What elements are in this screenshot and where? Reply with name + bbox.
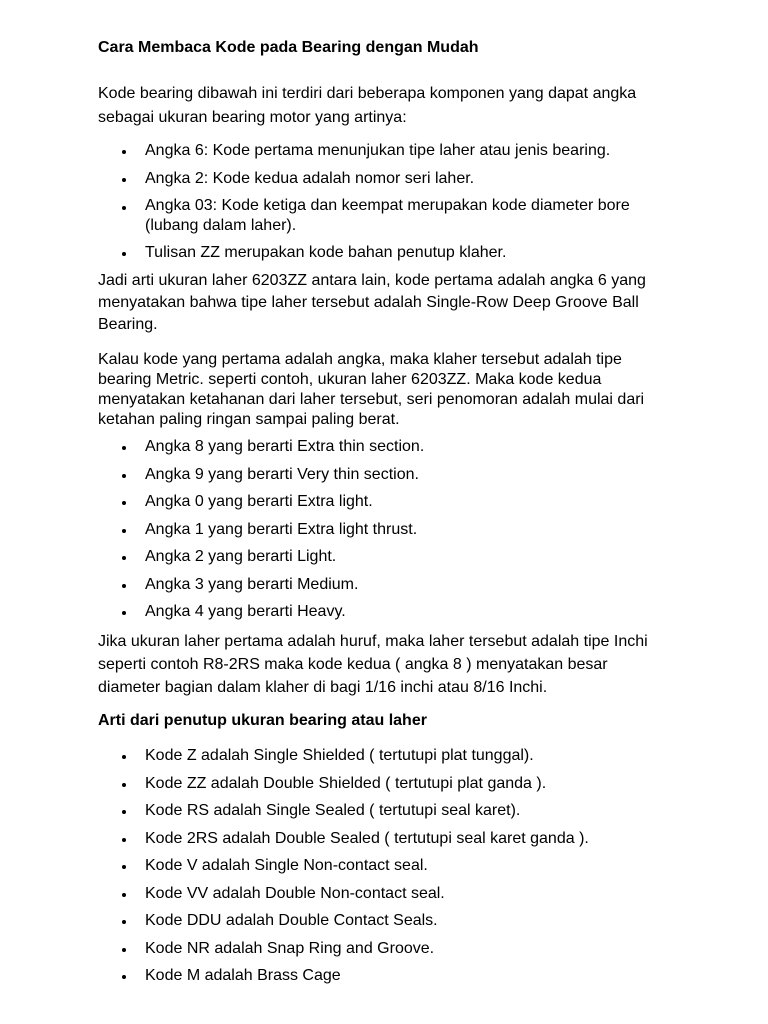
- list-item: Kode DDU adalah Double Contact Seals.: [98, 910, 589, 932]
- intro-line: sebagai ukuran bearing motor yang artinya:: [98, 109, 407, 126]
- paragraph-metric: Kalau kode yang pertama adalah angka, maka klaher tersebut adalah tipe bearing Metric. seperti contoh, ukuran laher 6203ZZ. Maka kode kedua menyatakan ketahanan dari laher tersebut, seri penomoran adalah mulai dari ketahan paling ringan sampai paling berat.: [98, 351, 645, 428]
- code-component-list: [98, 140, 630, 264]
- list-item: Angka 0 yang berarti Extra light.: [98, 491, 424, 513]
- section-subheading: Arti dari penutup ukuran bearing atau laher: [98, 712, 427, 729]
- list-item: Angka 1 yang berarti Extra light thrust.: [98, 519, 424, 541]
- list-item: Kode VV adalah Double Non-contact seal.: [98, 883, 589, 905]
- list-item: Tulisan ZZ merupakan kode bahan penutup klaher.: [98, 242, 630, 264]
- intro-paragraph: [98, 82, 636, 130]
- paragraph-6203zz: Jadi arti ukuran laher 6203ZZ antara lain, kode pertama adalah angka 6 yang menyatakan bahwa tipe laher tersebut adalah Single-Row Deep Groove Ball Bearing.: [98, 272, 646, 333]
- list-item: Angka 2 yang berarti Light.: [98, 546, 424, 568]
- list-item: Angka 3 yang berarti Medium.: [98, 574, 424, 596]
- list-item: Angka 9 yang berarti Very thin section.: [98, 464, 424, 486]
- list-item: Kode NR adalah Snap Ring and Groove.: [98, 938, 589, 960]
- intro-line: Kode bearing dibawah ini terdiri dari beberapa komponen yang dapat angka: [98, 85, 637, 102]
- list-item: Kode ZZ adalah Double Shielded ( tertutupi plat ganda ).: [98, 773, 589, 795]
- document-title: Cara Membaca Kode pada Bearing dengan Mudah: [98, 39, 479, 56]
- list-item: Angka 2: Kode kedua adalah nomor seri laher.: [98, 168, 630, 190]
- series-number-list: [98, 436, 424, 623]
- seal-code-list: [98, 745, 589, 987]
- list-item: Kode RS adalah Single Sealed ( tertutupi seal karet).: [98, 800, 589, 822]
- list-item: Angka 6: Kode pertama menunjukan tipe laher atau jenis bearing.: [98, 140, 630, 162]
- paragraph-inch-type: Jika ukuran laher pertama adalah huruf, maka laher tersebut adalah tipe Inchi seperti contoh R8-2RS maka kode kedua ( angka 8 ) menyatakan besar diameter bagian dalam klaher di bagi 1/16 inchi atau 8/16 Inchi.: [98, 633, 648, 696]
- list-item: Kode V adalah Single Non-contact seal.: [98, 855, 589, 877]
- list-item: Angka 03: Kode ketiga dan keempat merupakan kode diameter bore (lubang dalam laher).: [98, 196, 630, 236]
- list-item: Angka 8 yang berarti Extra thin section.: [98, 436, 424, 458]
- list-item: Kode M adalah Brass Cage: [98, 965, 589, 987]
- list-item: Kode Z adalah Single Shielded ( tertutupi plat tunggal).: [98, 745, 589, 767]
- list-item: Kode 2RS adalah Double Sealed ( tertutupi seal karet ganda ).: [98, 828, 589, 850]
- list-item: Angka 4 yang berarti Heavy.: [98, 601, 424, 623]
